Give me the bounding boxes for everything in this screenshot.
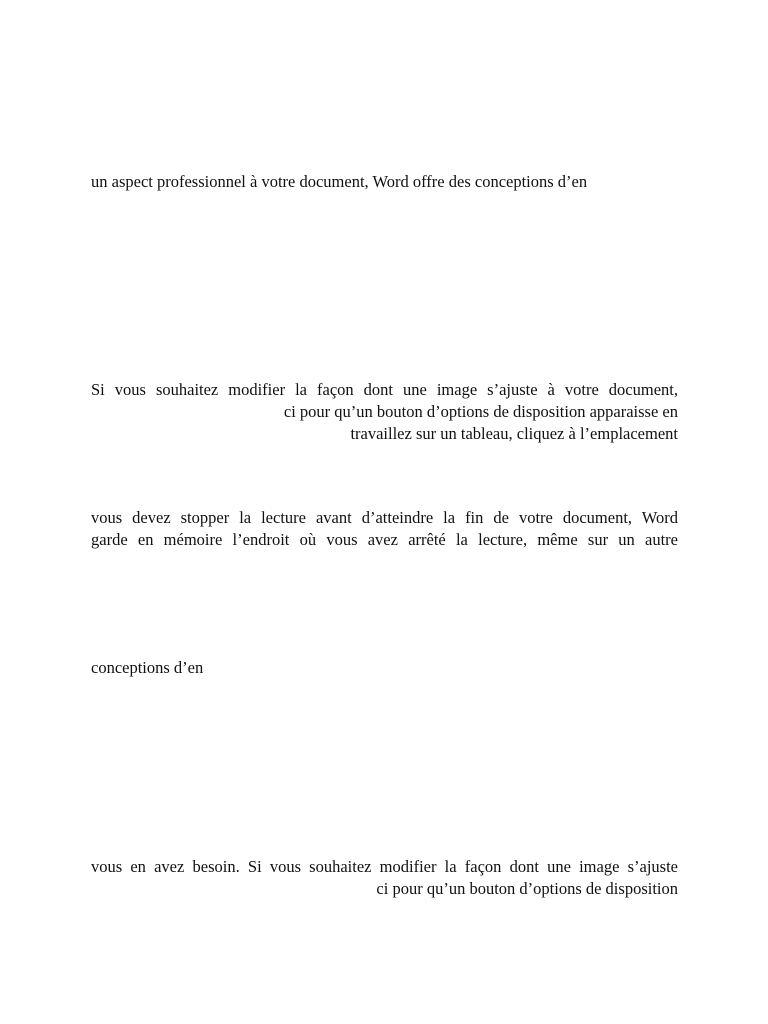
paragraph-3-line-2: garde en mémoire l’endroit où vous avez arrêté la lecture, même sur un autre bbox=[91, 530, 678, 549]
paragraph-1-line-1: un aspect professionnel à votre document, Word offre des conceptions d’en bbox=[91, 172, 588, 191]
paragraph-2 bbox=[91, 379, 678, 445]
paragraph-3-line-1: vous devez stopper la lecture avant d’atteindre la fin de votre document, Word bbox=[91, 508, 678, 527]
paragraph-1 bbox=[91, 171, 678, 193]
paragraph-4-line-1: conceptions d’en bbox=[91, 658, 204, 677]
paragraph-2-line-3: travaillez sur un tableau, cliquez à l’emplacement bbox=[350, 424, 678, 443]
paragraph-2-line-2: ci pour qu’un bouton d’options de disposition apparaisse en bbox=[283, 402, 678, 421]
paragraph-5 bbox=[91, 856, 678, 900]
paragraph-3 bbox=[91, 507, 678, 551]
paragraph-4 bbox=[91, 657, 678, 679]
paragraph-2-line-1: Si vous souhaitez modifier la façon dont une image s’ajuste à votre document, bbox=[91, 380, 678, 399]
paragraph-5-line-1: vous en avez besoin. Si vous souhaitez modifier la façon dont une image s’ajuste bbox=[91, 857, 678, 876]
paragraph-5-line-2: ci pour qu’un bouton d’options de disposition bbox=[376, 879, 678, 898]
